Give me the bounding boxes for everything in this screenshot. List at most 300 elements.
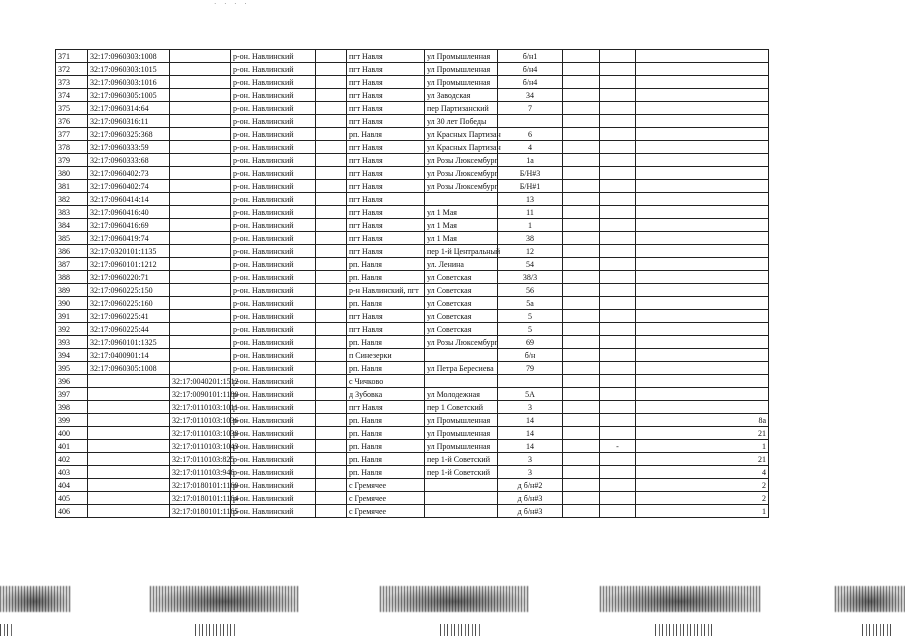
extra-cell — [600, 297, 636, 310]
extra-cell — [563, 427, 600, 440]
cadastral-number-alt — [170, 154, 231, 167]
cadastral-number-alt — [170, 63, 231, 76]
apartment-cell: 2 — [636, 479, 769, 492]
cadastral-number-alt — [170, 89, 231, 102]
cadastral-number-alt — [170, 336, 231, 349]
table-row — [56, 232, 769, 245]
apartment-cell: 8а — [636, 414, 769, 427]
apartment-cell: 1 — [636, 440, 769, 453]
cadastral-number-alt — [170, 102, 231, 115]
empty-cell — [316, 284, 347, 297]
row-number: 382 — [56, 193, 88, 206]
house-number-cell: 3 — [498, 466, 563, 479]
empty-cell — [316, 453, 347, 466]
region-cell: р-он. Навлинский — [231, 505, 316, 518]
settlement-cell: п Синезерки — [347, 349, 425, 362]
street-cell: ул Молодежная — [425, 388, 498, 401]
cadastral-number-alt — [170, 128, 231, 141]
extra-cell — [600, 453, 636, 466]
street-cell: ул Розы Люксембург — [425, 180, 498, 193]
street-cell: пер Партизанский — [425, 102, 498, 115]
extra-cell — [600, 167, 636, 180]
extra-cell — [600, 219, 636, 232]
house-number-cell: 5 — [498, 310, 563, 323]
extra-cell — [600, 466, 636, 479]
house-number-cell: 14 — [498, 427, 563, 440]
region-cell: р-он. Навлинский — [231, 362, 316, 375]
house-number-cell: 5а — [498, 297, 563, 310]
region-cell: р-он. Навлинский — [231, 245, 316, 258]
extra-cell — [600, 63, 636, 76]
empty-cell — [316, 245, 347, 258]
extra-cell — [563, 141, 600, 154]
row-number: 386 — [56, 245, 88, 258]
apartment-cell — [636, 141, 769, 154]
region-cell: р-он. Навлинский — [231, 115, 316, 128]
region-cell: р-он. Навлинский — [231, 414, 316, 427]
settlement-cell: с Гремячее — [347, 492, 425, 505]
cadastral-number-alt: 32:17:0180101:1164 — [170, 492, 231, 505]
extra-cell — [563, 297, 600, 310]
extra-cell — [600, 284, 636, 297]
cadastral-number — [88, 375, 170, 388]
apartment-cell — [636, 219, 769, 232]
row-number: 391 — [56, 310, 88, 323]
empty-cell — [316, 206, 347, 219]
street-cell: ул Петра Бересиева — [425, 362, 498, 375]
region-cell: р-он. Навлинский — [231, 336, 316, 349]
empty-cell — [316, 414, 347, 427]
settlement-cell: с Чичково — [347, 375, 425, 388]
extra-cell — [563, 336, 600, 349]
extra-cell — [563, 50, 600, 63]
apartment-cell — [636, 128, 769, 141]
apartment-cell — [636, 349, 769, 362]
scan-artifact — [862, 624, 892, 636]
region-cell: р-он. Навлинский — [231, 50, 316, 63]
apartment-cell: 2 — [636, 492, 769, 505]
settlement-cell: пгт Навля — [347, 141, 425, 154]
region-cell: р-он. Навлинский — [231, 297, 316, 310]
cadastral-number-alt — [170, 50, 231, 63]
settlement-cell: пгт Навля — [347, 115, 425, 128]
extra-cell — [600, 349, 636, 362]
empty-cell — [316, 479, 347, 492]
table-row — [56, 401, 769, 414]
row-number: 400 — [56, 427, 88, 440]
extra-cell — [600, 479, 636, 492]
cadastral-number-alt: 32:17:0180101:1160 — [170, 479, 231, 492]
region-cell: р-он. Навлинский — [231, 167, 316, 180]
region-cell: р-он. Навлинский — [231, 479, 316, 492]
table-row — [56, 414, 769, 427]
row-number: 371 — [56, 50, 88, 63]
house-number-cell: 14 — [498, 414, 563, 427]
apartment-cell — [636, 167, 769, 180]
empty-cell — [316, 128, 347, 141]
extra-cell — [563, 505, 600, 518]
row-number: 377 — [56, 128, 88, 141]
row-number: 379 — [56, 154, 88, 167]
region-cell: р-он. Навлинский — [231, 89, 316, 102]
extra-cell — [600, 154, 636, 167]
cadastral-number — [88, 505, 170, 518]
cadastral-number-alt — [170, 180, 231, 193]
settlement-cell: рп. Навля — [347, 453, 425, 466]
cadastral-number — [88, 479, 170, 492]
apartment-cell — [636, 115, 769, 128]
apartment-cell — [636, 232, 769, 245]
settlement-cell: пгт Навля — [347, 180, 425, 193]
street-cell — [425, 375, 498, 388]
row-number: 402 — [56, 453, 88, 466]
extra-cell — [563, 193, 600, 206]
street-cell: ул Заводская — [425, 89, 498, 102]
region-cell: р-он. Навлинский — [231, 128, 316, 141]
table-row — [56, 63, 769, 76]
region-cell: р-он. Навлинский — [231, 219, 316, 232]
row-number: 389 — [56, 284, 88, 297]
extra-cell — [563, 154, 600, 167]
row-number: 406 — [56, 505, 88, 518]
settlement-cell: с Гремячее — [347, 505, 425, 518]
scan-artifact — [380, 586, 530, 612]
apartment-cell — [636, 245, 769, 258]
house-number-cell: б/н4 — [498, 63, 563, 76]
region-cell: р-он. Навлинский — [231, 76, 316, 89]
extra-cell — [563, 102, 600, 115]
extra-cell — [600, 362, 636, 375]
extra-cell — [600, 50, 636, 63]
region-cell: р-он. Навлинский — [231, 388, 316, 401]
table-row — [56, 492, 769, 505]
extra-cell — [563, 414, 600, 427]
extra-cell — [600, 505, 636, 518]
cadastral-number: 32:17:0960305:1008 — [88, 362, 170, 375]
table-row — [56, 271, 769, 284]
cadastral-number: 32:17:0960305:1005 — [88, 89, 170, 102]
extra-cell — [563, 232, 600, 245]
cadastral-number: 32:17:0960416:40 — [88, 206, 170, 219]
apartment-cell — [636, 362, 769, 375]
extra-cell — [563, 349, 600, 362]
cadastral-number: 32:17:0960303:1008 — [88, 50, 170, 63]
settlement-cell: рп. Навля — [347, 128, 425, 141]
extra-cell — [600, 193, 636, 206]
region-cell: р-он. Навлинский — [231, 154, 316, 167]
street-cell — [425, 505, 498, 518]
cadastral-number — [88, 401, 170, 414]
apartment-cell — [636, 154, 769, 167]
apartment-cell — [636, 206, 769, 219]
apartment-cell — [636, 63, 769, 76]
row-number: 401 — [56, 440, 88, 453]
extra-cell — [600, 76, 636, 89]
street-cell: ул Промышленная — [425, 427, 498, 440]
table-row — [56, 323, 769, 336]
extra-cell — [563, 362, 600, 375]
house-number-cell: 11 — [498, 206, 563, 219]
house-number-cell: 14 — [498, 440, 563, 453]
extra-cell — [563, 219, 600, 232]
row-number: 387 — [56, 258, 88, 271]
settlement-cell: рп. Навля — [347, 271, 425, 284]
cadastral-number-alt: 32:17:0110103:1011 — [170, 401, 231, 414]
extra-cell — [563, 206, 600, 219]
region-cell: р-он. Навлинский — [231, 284, 316, 297]
street-cell: ул Красных Партизан — [425, 128, 498, 141]
region-cell: р-он. Навлинский — [231, 427, 316, 440]
house-number-cell: Б/Н#3 — [498, 167, 563, 180]
row-number: 405 — [56, 492, 88, 505]
cadastral-number — [88, 492, 170, 505]
cadastral-number: 32:17:0960414:14 — [88, 193, 170, 206]
settlement-cell: пгт Навля — [347, 323, 425, 336]
extra-cell — [563, 245, 600, 258]
apartment-cell — [636, 375, 769, 388]
street-cell: ул Розы Люксембург — [425, 167, 498, 180]
apartment-cell — [636, 401, 769, 414]
row-number: 373 — [56, 76, 88, 89]
region-cell: р-он. Навлинский — [231, 271, 316, 284]
table-row — [56, 258, 769, 271]
empty-cell — [316, 180, 347, 193]
house-number-cell: б/н — [498, 349, 563, 362]
extra-cell — [563, 466, 600, 479]
region-cell: р-он. Навлинский — [231, 180, 316, 193]
extra-cell — [600, 310, 636, 323]
table-row — [56, 440, 769, 453]
empty-cell — [316, 258, 347, 271]
street-cell: ул Промышленная — [425, 440, 498, 453]
cadastral-number-alt — [170, 245, 231, 258]
table-row — [56, 50, 769, 63]
settlement-cell: пгт Навля — [347, 50, 425, 63]
row-number: 380 — [56, 167, 88, 180]
property-registry-table — [55, 49, 769, 518]
street-cell: ул 1 Мая — [425, 219, 498, 232]
table-row — [56, 245, 769, 258]
cadastral-number-alt — [170, 297, 231, 310]
cadastral-number — [88, 453, 170, 466]
row-number: 393 — [56, 336, 88, 349]
apartment-cell — [636, 310, 769, 323]
apartment-cell — [636, 50, 769, 63]
cadastral-number: 32:17:0960419:74 — [88, 232, 170, 245]
table-row — [56, 453, 769, 466]
apartment-cell: 1 — [636, 505, 769, 518]
scan-artifact — [0, 586, 70, 612]
extra-cell — [600, 323, 636, 336]
empty-cell — [316, 505, 347, 518]
apartment-cell — [636, 193, 769, 206]
extra-cell — [563, 128, 600, 141]
extra-cell — [563, 76, 600, 89]
row-number: 397 — [56, 388, 88, 401]
extra-cell — [563, 388, 600, 401]
empty-cell — [316, 401, 347, 414]
settlement-cell: д Зубовка — [347, 388, 425, 401]
scan-artifact — [835, 586, 905, 612]
cadastral-number: 32:17:0960225:44 — [88, 323, 170, 336]
extra-cell — [600, 427, 636, 440]
region-cell: р-он. Навлинский — [231, 349, 316, 362]
settlement-cell: рп. Навля — [347, 362, 425, 375]
region-cell: р-он. Навлинский — [231, 310, 316, 323]
cadastral-number-alt — [170, 219, 231, 232]
empty-cell — [316, 50, 347, 63]
empty-cell — [316, 141, 347, 154]
settlement-cell: пгт Навля — [347, 154, 425, 167]
cadastral-number: 32:17:0960333:68 — [88, 154, 170, 167]
cadastral-number — [88, 427, 170, 440]
settlement-cell: пгт Навля — [347, 193, 425, 206]
cadastral-number — [88, 440, 170, 453]
extra-cell — [600, 232, 636, 245]
house-number-cell: Б/Н#1 — [498, 180, 563, 193]
scan-artifact — [655, 624, 715, 636]
row-number: 392 — [56, 323, 88, 336]
settlement-cell: рп. Навля — [347, 427, 425, 440]
house-number-cell: 79 — [498, 362, 563, 375]
apartment-cell — [636, 180, 769, 193]
table-row — [56, 219, 769, 232]
settlement-cell: рп. Навля — [347, 466, 425, 479]
region-cell: р-он. Навлинский — [231, 453, 316, 466]
cadastral-number: 32:17:0960225:150 — [88, 284, 170, 297]
settlement-cell: пгт Навля — [347, 167, 425, 180]
extra-cell: - — [600, 440, 636, 453]
extra-cell — [600, 245, 636, 258]
cadastral-number — [88, 388, 170, 401]
region-cell: р-он. Навлинский — [231, 206, 316, 219]
empty-cell — [316, 102, 347, 115]
apartment-cell — [636, 336, 769, 349]
cadastral-number: 32:17:0400901:14 — [88, 349, 170, 362]
cadastral-number-alt: 32:17:0180101:1165 — [170, 505, 231, 518]
house-number-cell: 3 — [498, 401, 563, 414]
empty-cell — [316, 271, 347, 284]
extra-cell — [563, 310, 600, 323]
extra-cell — [563, 89, 600, 102]
extra-cell — [600, 102, 636, 115]
street-cell — [425, 492, 498, 505]
empty-cell — [316, 115, 347, 128]
extra-cell — [563, 401, 600, 414]
region-cell: р-он. Навлинский — [231, 440, 316, 453]
extra-cell — [600, 401, 636, 414]
row-number: 381 — [56, 180, 88, 193]
table-row — [56, 128, 769, 141]
street-cell: ул Промышленная — [425, 76, 498, 89]
region-cell: р-он. Навлинский — [231, 492, 316, 505]
apartment-cell — [636, 297, 769, 310]
settlement-cell: рп. Навля — [347, 258, 425, 271]
cadastral-number: 32:17:0960402:73 — [88, 167, 170, 180]
cadastral-number-alt: 32:17:0110103:1036 — [170, 414, 231, 427]
row-number: 374 — [56, 89, 88, 102]
row-number: 398 — [56, 401, 88, 414]
table-row — [56, 76, 769, 89]
scan-artifact — [600, 586, 760, 612]
empty-cell — [316, 440, 347, 453]
cadastral-number: 32:17:0960225:41 — [88, 310, 170, 323]
empty-cell — [316, 466, 347, 479]
street-cell: пер 1-й Центральный — [425, 245, 498, 258]
extra-cell — [563, 258, 600, 271]
settlement-cell: р-н Навлинский, пгт — [347, 284, 425, 297]
table-row — [56, 297, 769, 310]
cadastral-number-alt — [170, 284, 231, 297]
apartment-cell — [636, 258, 769, 271]
extra-cell — [600, 141, 636, 154]
table-row — [56, 180, 769, 193]
cadastral-number-alt — [170, 206, 231, 219]
empty-cell — [316, 388, 347, 401]
row-number: 372 — [56, 63, 88, 76]
cadastral-number: 32:17:0960402:74 — [88, 180, 170, 193]
house-number-cell: д б/н#3 — [498, 505, 563, 518]
region-cell: р-он. Навлинский — [231, 401, 316, 414]
cadastral-number: 32:17:0960225:160 — [88, 297, 170, 310]
house-number-cell: д б/н#3 — [498, 492, 563, 505]
table-row — [56, 193, 769, 206]
house-number-cell: 7 — [498, 102, 563, 115]
cadastral-number: 32:17:0960416:69 — [88, 219, 170, 232]
row-number: 403 — [56, 466, 88, 479]
street-cell: ул Розы Люксембург — [425, 336, 498, 349]
apartment-cell — [636, 284, 769, 297]
region-cell: р-он. Навлинский — [231, 102, 316, 115]
scan-artifact — [150, 586, 300, 612]
table-row — [56, 362, 769, 375]
apartment-cell — [636, 323, 769, 336]
settlement-cell: пгт Навля — [347, 102, 425, 115]
empty-cell — [316, 167, 347, 180]
empty-cell — [316, 349, 347, 362]
empty-cell — [316, 232, 347, 245]
scan-artifact — [0, 624, 14, 636]
cadastral-number-alt — [170, 310, 231, 323]
street-cell: ул Советская — [425, 284, 498, 297]
cadastral-number: 32:17:0960303:1015 — [88, 63, 170, 76]
cadastral-number: 32:17:0960101:1325 — [88, 336, 170, 349]
settlement-cell: рп. Навля — [347, 336, 425, 349]
table-row — [56, 479, 769, 492]
street-cell: ул Промышленная — [425, 414, 498, 427]
cadastral-number-alt: 32:17:0110103:1038 — [170, 427, 231, 440]
empty-cell — [316, 336, 347, 349]
cadastral-number-alt — [170, 271, 231, 284]
house-number-cell: 56 — [498, 284, 563, 297]
scan-artifact — [195, 624, 235, 636]
extra-cell — [563, 375, 600, 388]
empty-cell — [316, 427, 347, 440]
cadastral-number: 32:17:0960333:59 — [88, 141, 170, 154]
street-cell: ул Советская — [425, 271, 498, 284]
extra-cell — [600, 375, 636, 388]
extra-cell — [563, 479, 600, 492]
empty-cell — [316, 310, 347, 323]
house-number-cell: 38/3 — [498, 271, 563, 284]
extra-cell — [563, 115, 600, 128]
street-cell: ул Промышленная — [425, 63, 498, 76]
empty-cell — [316, 63, 347, 76]
house-number-cell: 5 — [498, 323, 563, 336]
extra-cell — [600, 89, 636, 102]
extra-cell — [563, 323, 600, 336]
region-cell: р-он. Навлинский — [231, 323, 316, 336]
